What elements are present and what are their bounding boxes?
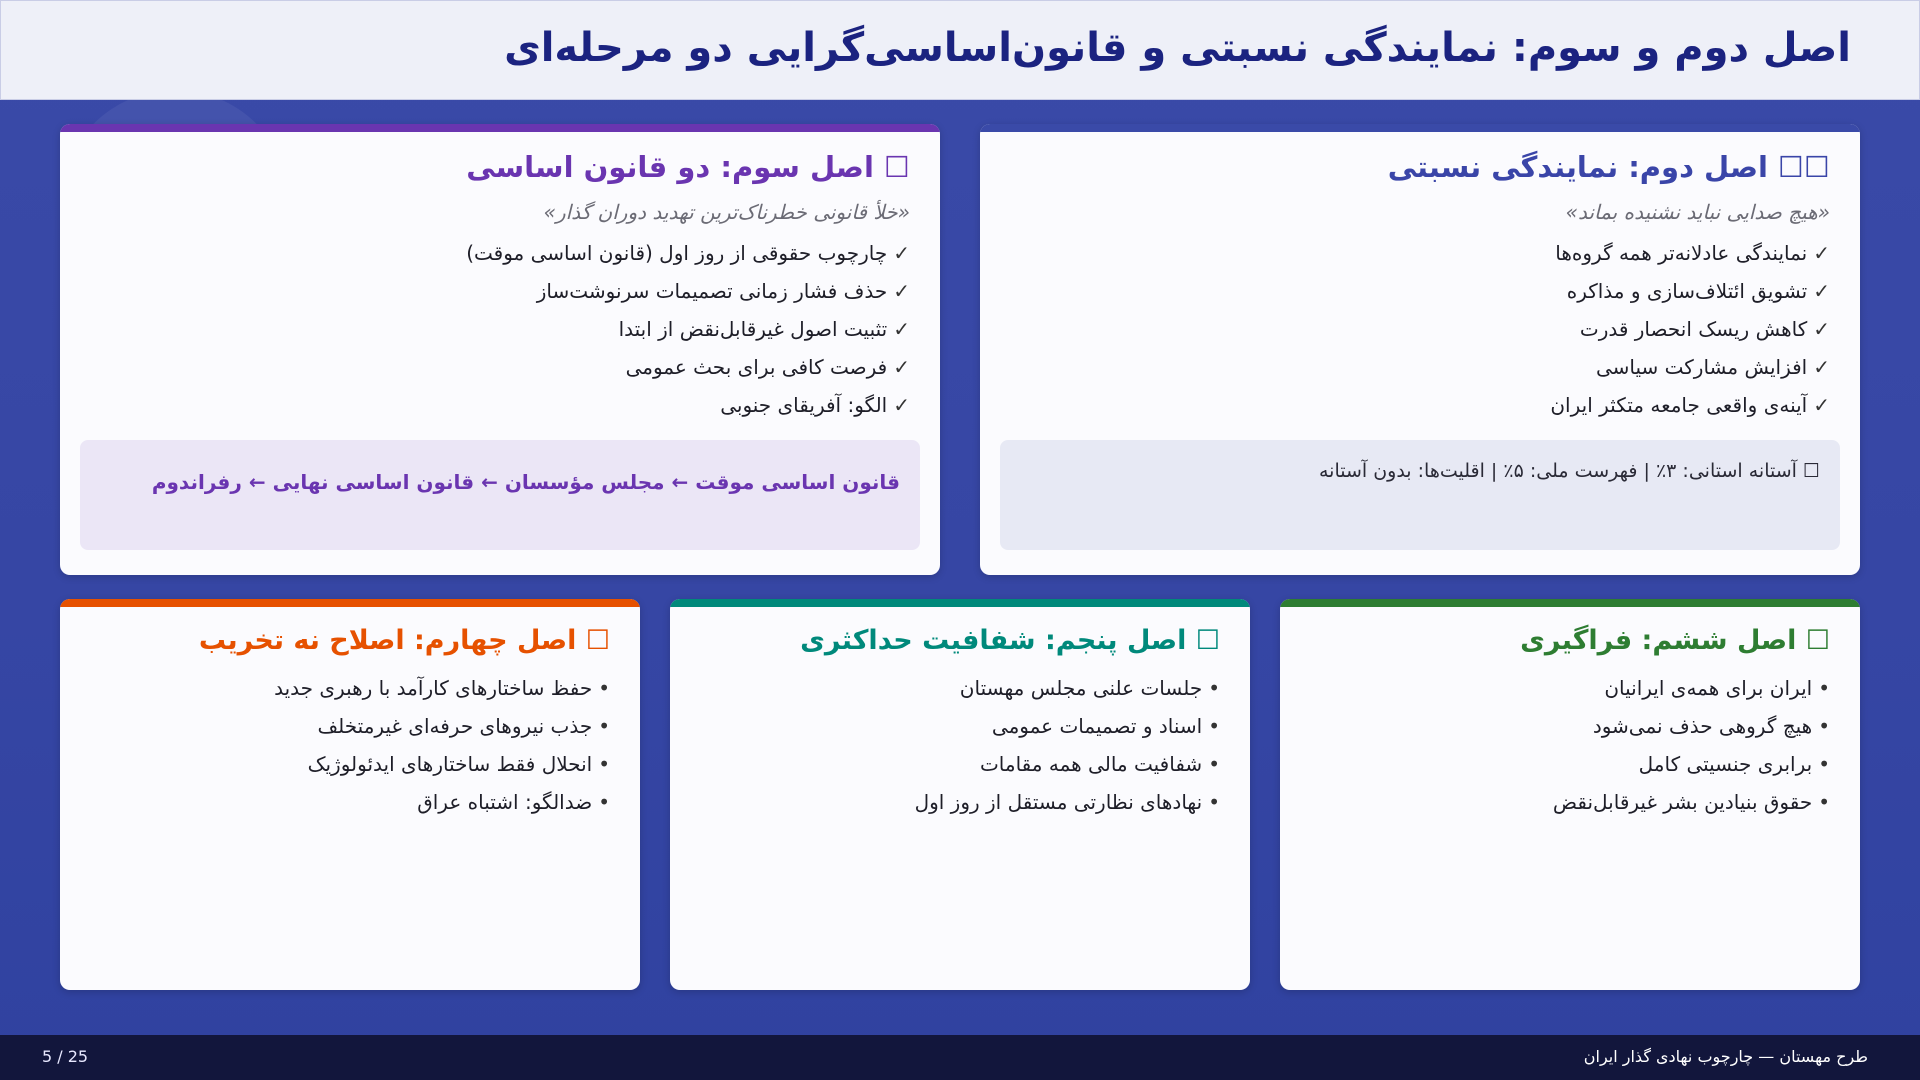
slide-footer xyxy=(0,1035,1920,1080)
card-list xyxy=(915,669,1220,821)
list-item xyxy=(1550,386,1830,424)
bullet-icon: • xyxy=(1818,676,1830,700)
card-transparency xyxy=(670,599,1250,990)
list-item-text: ایران برای همه‌ی ایرانیان xyxy=(1604,676,1813,700)
list-item-text: چارچوب حقوقی از روز اول (قانون اساسی موقت) xyxy=(466,241,888,265)
footer-title: طرح مهستان — چارچوب نهادی گذار ایران xyxy=(1583,1047,1868,1066)
list-item xyxy=(915,707,1220,745)
card-proportional-representation xyxy=(980,124,1860,575)
list-item xyxy=(1550,234,1830,272)
list-item-text: هیچ گروهی حذف نمی‌شود xyxy=(1592,714,1813,738)
list-item-text: برابری جنسیتی کامل xyxy=(1638,752,1813,776)
check-icon: ✓ xyxy=(1813,393,1830,417)
list-item xyxy=(466,234,910,272)
list-item-text: حذف فشار زمانی تصمیمات سرنوشت‌ساز xyxy=(536,279,888,303)
list-item xyxy=(915,783,1220,821)
list-item xyxy=(274,707,610,745)
list-item xyxy=(1553,783,1830,821)
card-title: ☐☐ اصل دوم: نمایندگی نسبتی xyxy=(1387,150,1830,184)
check-icon: ✓ xyxy=(893,279,910,303)
list-item xyxy=(466,272,910,310)
list-item xyxy=(915,745,1220,783)
bullet-icon: • xyxy=(1818,752,1830,776)
bullet-icon: • xyxy=(1208,714,1220,738)
check-icon: ✓ xyxy=(1813,355,1830,379)
list-item xyxy=(1553,669,1830,707)
list-item-text: کاهش ریسک انحصار قدرت xyxy=(1579,317,1808,341)
slide-header xyxy=(0,0,1920,100)
card-accent-bar xyxy=(60,124,940,132)
list-item-text: شفافیت مالی همه مقامات xyxy=(979,752,1203,776)
list-item-text: نهادهای نظارتی مستقل از روز اول xyxy=(914,790,1203,814)
card-title: ☐ اصل ششم: فراگیری xyxy=(1520,625,1830,656)
card-reform-not-destruction xyxy=(60,599,640,990)
check-icon: ✓ xyxy=(893,317,910,341)
list-item-text: تثبیت اصول غیرقابل‌نقض از ابتدا xyxy=(618,317,888,341)
list-item-text: نمایندگی عادلانه‌تر همه گروه‌ها xyxy=(1555,241,1808,265)
card-accent-bar xyxy=(60,599,640,607)
card-two-constitutions xyxy=(60,124,940,575)
bullet-icon: • xyxy=(1208,790,1220,814)
list-item-text: انحلال فقط ساختارهای ایدئولوژیک xyxy=(307,752,593,776)
page-number: 5 / 25 xyxy=(42,1047,89,1066)
card-list xyxy=(466,234,910,424)
list-item xyxy=(915,669,1220,707)
check-icon: ✓ xyxy=(893,355,910,379)
list-item-text: افزایش مشارکت سیاسی xyxy=(1595,355,1808,379)
card-title: ☐ اصل چهارم: اصلاح نه تخریب xyxy=(198,625,610,656)
check-icon: ✓ xyxy=(1813,317,1830,341)
list-item xyxy=(274,783,610,821)
list-item xyxy=(1550,348,1830,386)
list-item-text: آینه‌ی واقعی جامعه متکثر ایران xyxy=(1550,393,1808,417)
bullet-icon: • xyxy=(1208,676,1220,700)
card-list xyxy=(1553,669,1830,821)
card-list xyxy=(1550,234,1830,424)
process-flow-text: قانون اساسی موقت ← مجلس مؤسسان ← قانون اساسی نهایی ← رفراندوم xyxy=(151,470,900,494)
check-icon: ✓ xyxy=(1813,241,1830,265)
card-accent-bar xyxy=(670,599,1250,607)
card-title: ☐ اصل سوم: دو قانون اساسی xyxy=(466,150,910,184)
check-icon: ✓ xyxy=(1813,279,1830,303)
list-item xyxy=(274,669,610,707)
list-item-text: جذب نیروهای حرفه‌ای غیرمتخلف xyxy=(317,714,593,738)
bullet-icon: • xyxy=(1818,714,1830,738)
list-item xyxy=(466,310,910,348)
check-icon: ✓ xyxy=(893,241,910,265)
card-accent-bar xyxy=(980,124,1860,132)
bullet-icon: • xyxy=(598,752,610,776)
card-accent-bar xyxy=(1280,599,1860,607)
list-item-text: حقوق بنیادین بشر غیرقابل‌نقض xyxy=(1552,790,1813,814)
slide-title: اصل دوم و سوم: نمایندگی نسبتی و قانون‌اساسی‌گرایی دو مرحله‌ای xyxy=(504,25,1851,71)
threshold-text: ☐ آستانه استانی: ۳٪ | فهرست ملی: ۵٪ | اقلیت‌ها: بدون آستانه xyxy=(1318,460,1820,482)
card-title: ☐ اصل پنجم: شفافیت حداکثری xyxy=(800,625,1220,656)
card-list xyxy=(274,669,610,821)
check-icon: ✓ xyxy=(893,393,910,417)
bullet-icon: • xyxy=(598,714,610,738)
list-item xyxy=(1550,310,1830,348)
card-quote: «هیچ صدایی نباید نشنیده بماند» xyxy=(1565,200,1830,224)
list-item-text: ضدالگو: اشتباه عراق xyxy=(417,790,593,814)
process-flow-box xyxy=(80,440,920,550)
list-item xyxy=(1553,745,1830,783)
list-item xyxy=(1553,707,1830,745)
threshold-box xyxy=(1000,440,1840,550)
list-item-text: فرصت کافی برای بحث عمومی xyxy=(625,355,888,379)
bullet-icon: • xyxy=(598,676,610,700)
list-item-text: الگو: آفریقای جنوبی xyxy=(720,393,888,417)
list-item xyxy=(466,348,910,386)
list-item xyxy=(274,745,610,783)
list-item xyxy=(466,386,910,424)
list-item-text: حفظ ساختارهای کارآمد با رهبری جدید xyxy=(274,676,593,700)
bullet-icon: • xyxy=(1818,790,1830,814)
list-item-text: اسناد و تصمیمات عمومی xyxy=(991,714,1203,738)
list-item-text: جلسات علنی مجلس مهستان xyxy=(959,676,1203,700)
bullet-icon: • xyxy=(598,790,610,814)
card-inclusiveness xyxy=(1280,599,1860,990)
list-item xyxy=(1550,272,1830,310)
card-quote: «خلأ قانونی خطرناک‌ترین تهدید دوران گذار» xyxy=(543,200,910,224)
bullet-icon: • xyxy=(1208,752,1220,776)
list-item-text: تشویق ائتلاف‌سازی و مذاکره xyxy=(1566,279,1808,303)
